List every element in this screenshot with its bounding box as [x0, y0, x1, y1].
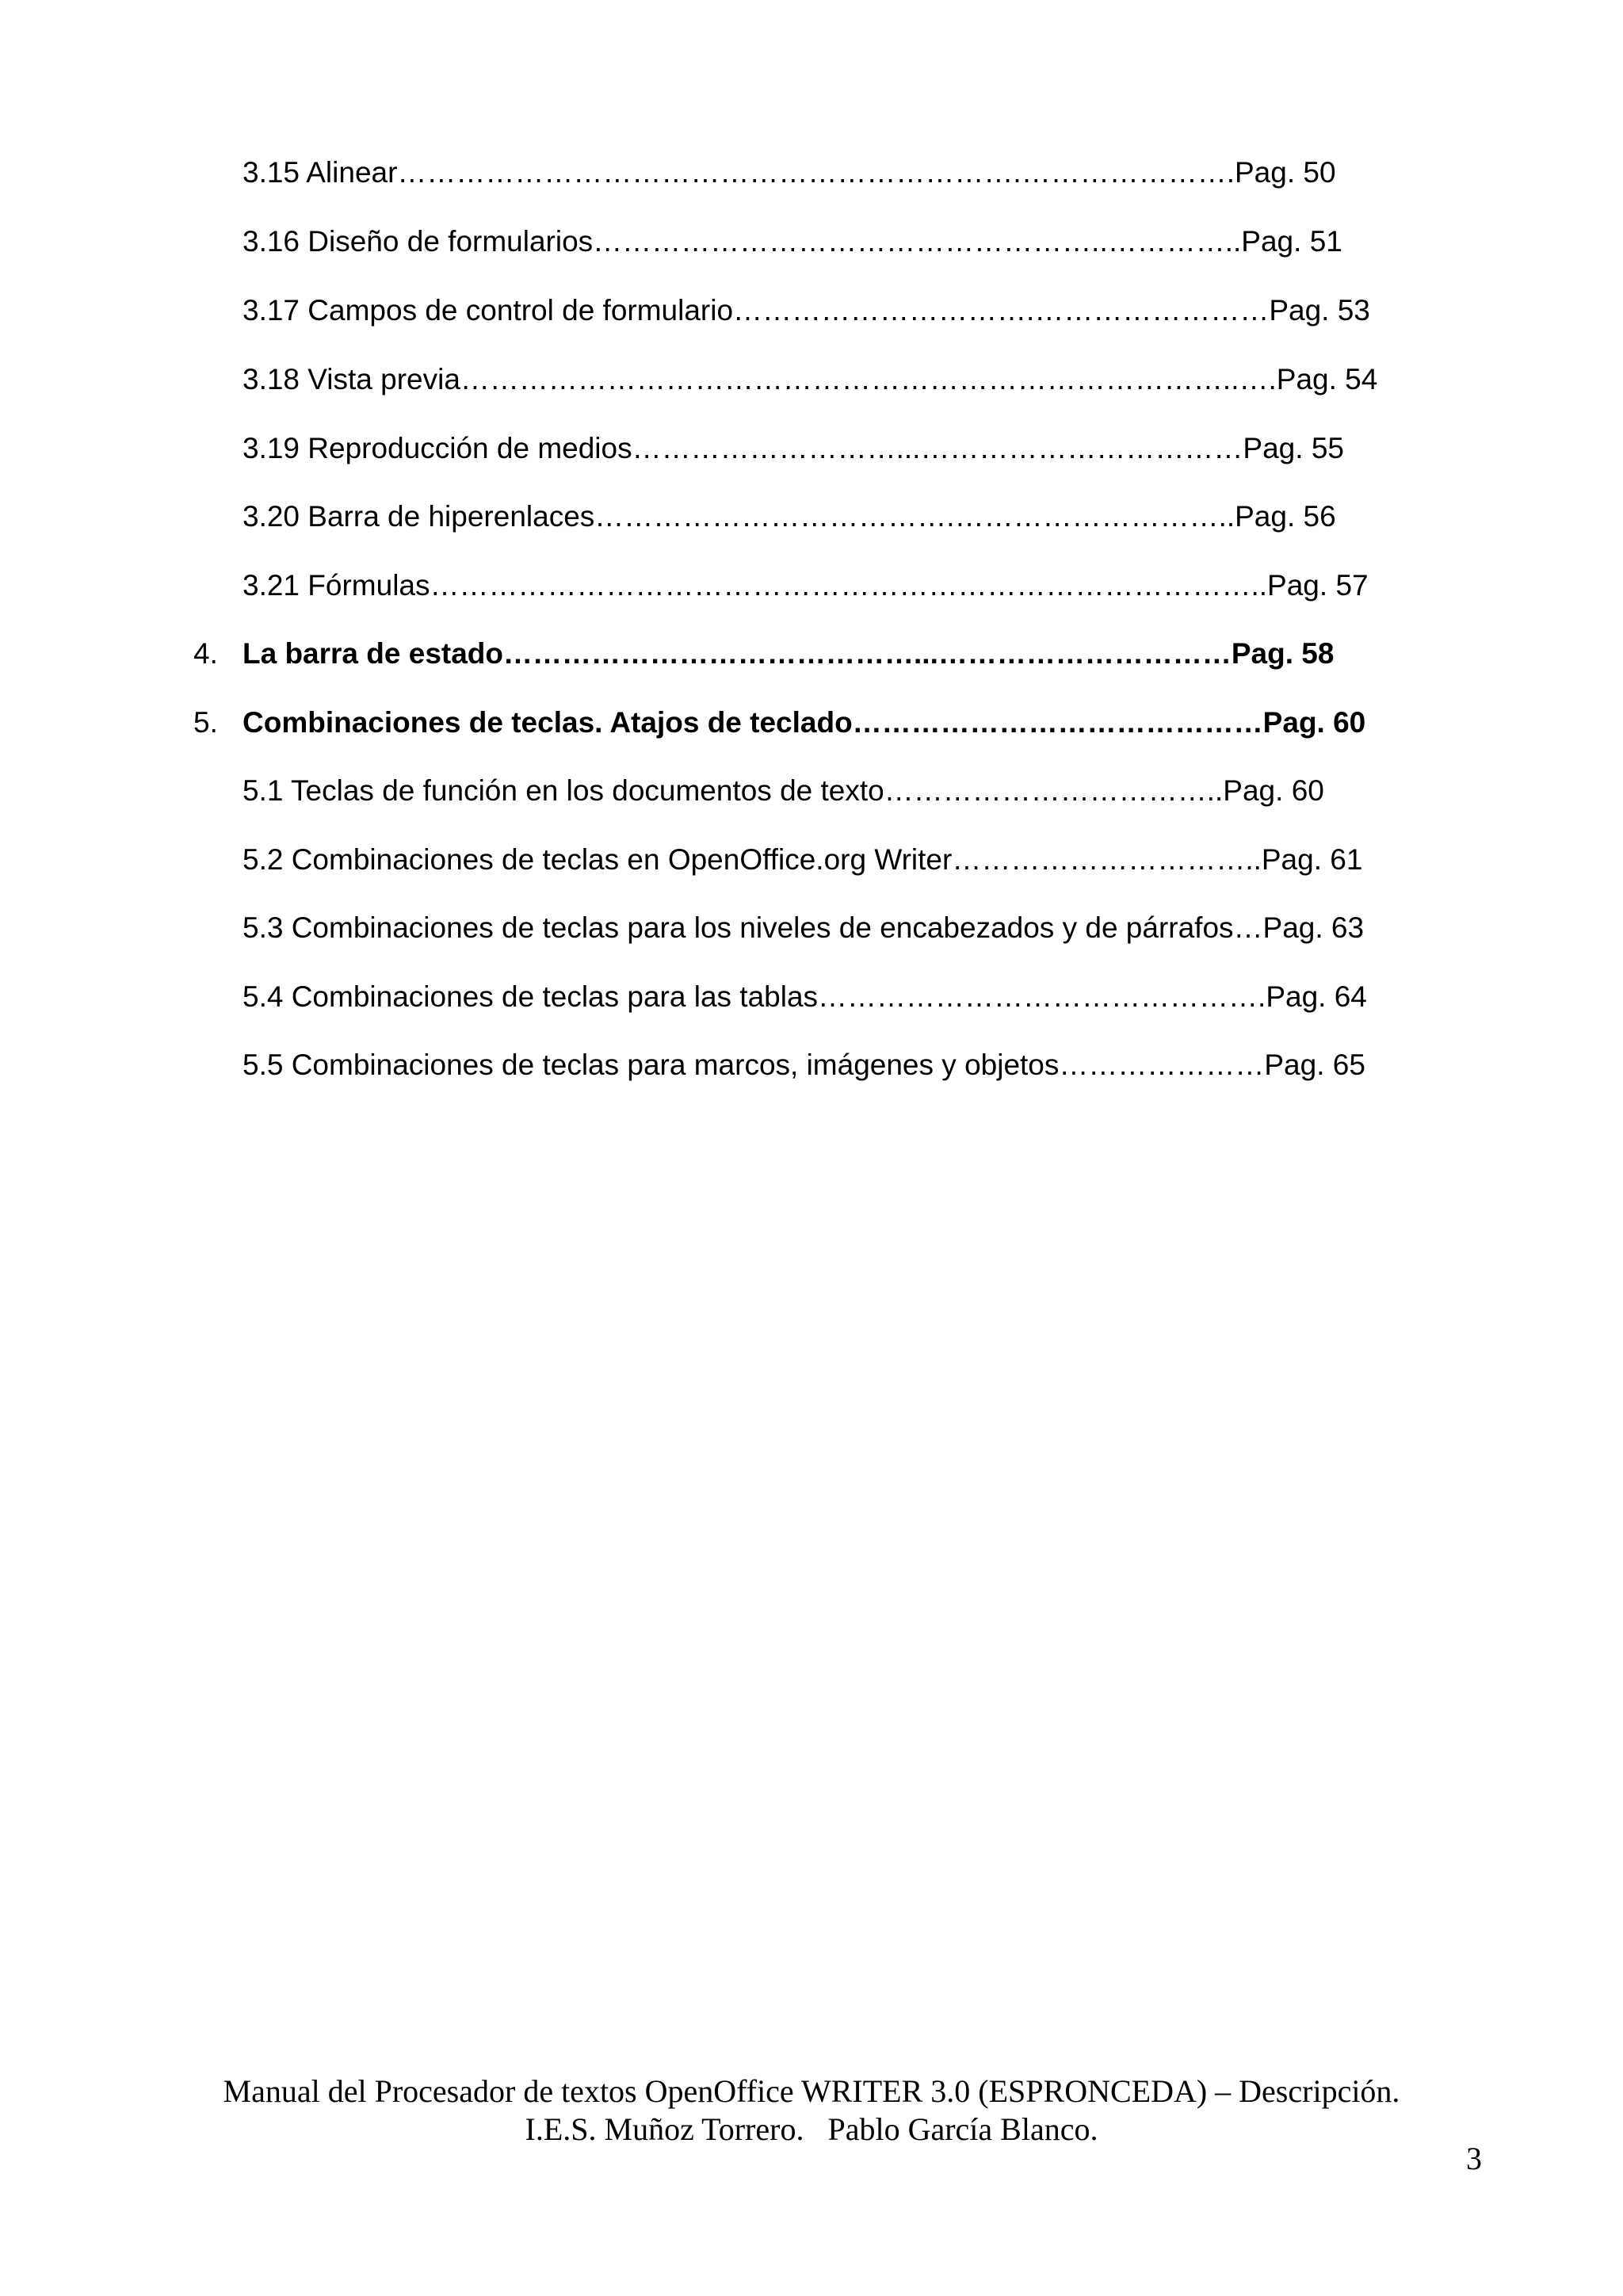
- toc-entry-label: 3.19 Reproducción de medios………………………...……………………………Pag. 55: [242, 432, 1344, 464]
- footer-author: I.E.S. Muñoz Torrero. Pablo García Blanco.: [525, 2111, 1098, 2147]
- toc-entry-5-5: [242, 1041, 1401, 1089]
- toc-entry-label: 3.15 Alinear……………………………………………………….………………….Pag. 50: [242, 156, 1336, 189]
- toc-entry-label: 5.1 Teclas de función en los documentos de texto……………………………..Pag. 60: [242, 774, 1324, 807]
- toc-entry-label: 5.4 Combinaciones de teclas para las tablas……………………………………….Pag. 64: [242, 980, 1367, 1013]
- toc-entry-5-2: [242, 836, 1400, 884]
- toc-entry-5-1: [242, 767, 1393, 815]
- page-number: 3: [1466, 2141, 1482, 2176]
- table-of-contents: [0, 0, 1623, 1110]
- toc-entry-3-19: [242, 425, 1401, 472]
- toc-entry-label: 3.16 Diseño de formularios……………………………………………..…………..Pag. 51: [242, 225, 1342, 258]
- toc-entry-3-15: [242, 149, 1400, 197]
- toc-entry-number: 5.: [193, 706, 218, 739]
- toc-entry-4: [193, 630, 1401, 678]
- toc-entry-label: 5.3 Combinaciones de teclas para los niveles de encabezados y de párrafos…Pag. 63: [242, 911, 1365, 944]
- toc-entry-3-16: [242, 218, 1404, 266]
- toc-entry-label: 3.21 Fórmulas…………………………………………………………………………..Pag. 57: [242, 569, 1369, 602]
- toc-entry-5-4: [242, 973, 1401, 1021]
- footer-title: Manual del Procesador de textos OpenOffice WRITER 3.0 (ESPRONCEDA) – Descripción.: [223, 2073, 1400, 2109]
- toc-entry-label: 5.5 Combinaciones de teclas para marcos, imágenes y objetos…………………Pag. 65: [242, 1049, 1365, 1081]
- toc-entry-label: 3.20 Barra de hiperenlaces……………………………….………………………..Pag. 56: [242, 500, 1336, 533]
- toc-entry-3-18: [242, 356, 1404, 403]
- toc-entry-3-20: [242, 493, 1401, 541]
- toc-entry-3-17: [242, 287, 1404, 334]
- toc-entry-label: La barra de estado……………………………………...…………………………Pag. 58: [242, 637, 1335, 670]
- toc-entry-label: 3.17 Campos de control de formulario………………………….……………………Pag. 53: [242, 294, 1370, 327]
- page-footer: [0, 2073, 1623, 2183]
- toc-entry-label: Combinaciones de teclas. Atajos de teclado……………………………………Pag. 60: [242, 706, 1366, 739]
- toc-entry-label: 5.2 Combinaciones de teclas en OpenOffice.org Writer…………………………..Pag. 61: [242, 843, 1363, 876]
- toc-entry-number: 4.: [193, 637, 218, 670]
- toc-entry-3-21: [242, 562, 1401, 609]
- toc-entry-5: [193, 699, 1403, 747]
- toc-entry-5-3: [242, 904, 1401, 952]
- toc-entry-label: 3.18 Vista previa……………………………………………………………………..….Pag. 54: [242, 363, 1378, 395]
